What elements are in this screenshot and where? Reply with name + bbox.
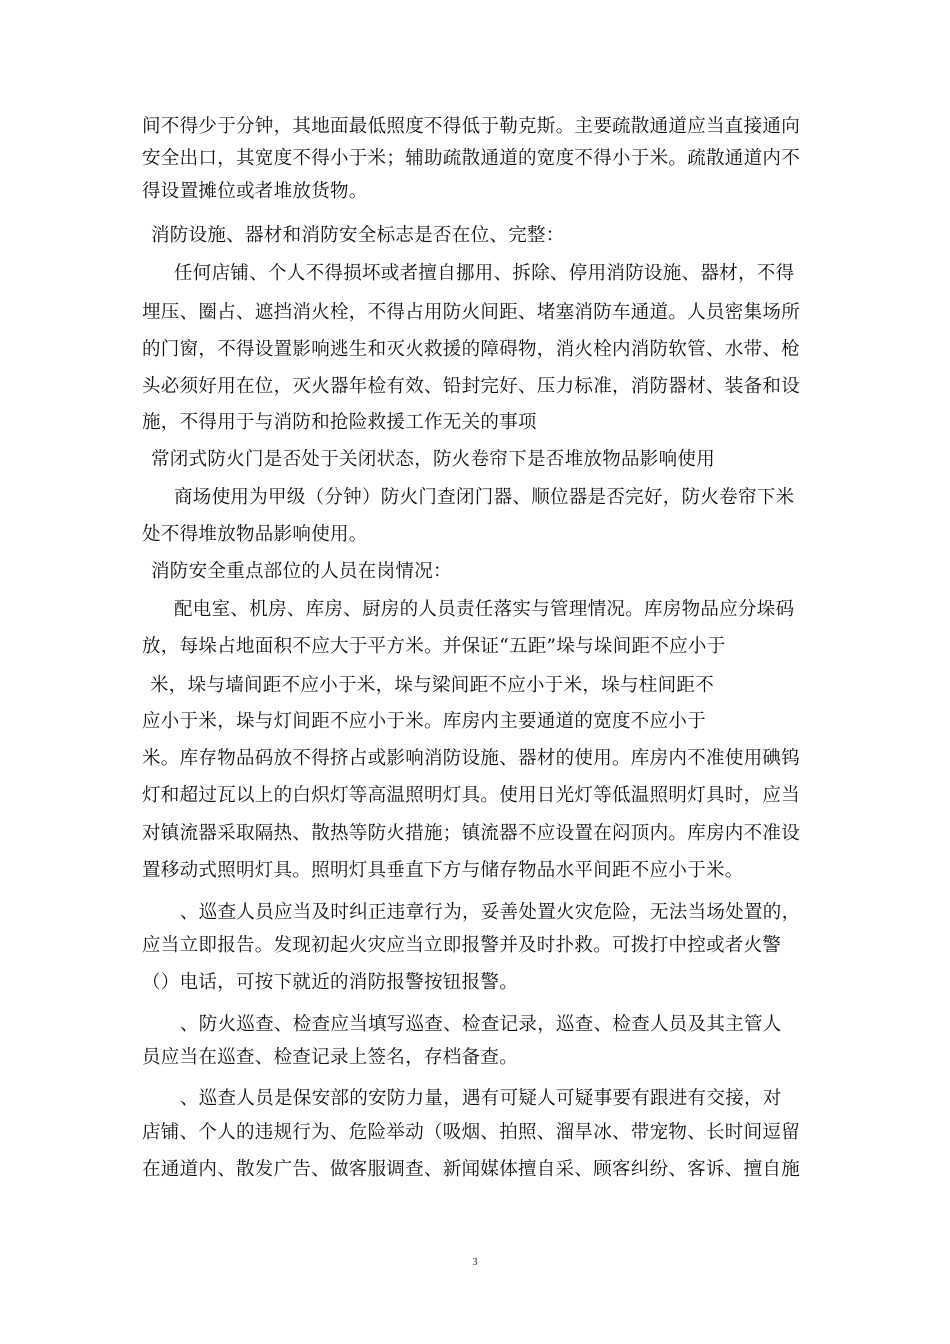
text-line: 放，每垛占地面积不应大于平方米。并保证“五距”垛与垛间距不应小于 (142, 636, 726, 657)
text-line: 店铺、个人的违规行为、危险举动（吸烟、拍照、溜旱冰、带宠物、长时间逗留 (142, 1122, 801, 1143)
text-line: 配电室、机房、库房、厨房的人员责任落实与管理情况。库房物品应分垛码 (174, 599, 795, 620)
text-line: 埋压、圈占、遮挡消火栓，不得占用防火间距、堵塞消防车通道。人员密集场所 (142, 302, 801, 323)
text-line: 米，垛与墙间距不应小于米，垛与梁间距不应小于米，垛与柱间距不 (150, 675, 715, 696)
text-line: 在通道内、散发广告、做客服调查、新闻媒体擅自采、顾客纠纷、客诉、擅自施 (142, 1159, 801, 1180)
text-line: 、巡查人员应当及时纠正违章行为，妥善处置火灾危险，无法当场处置的， (180, 902, 801, 923)
text-line: 、巡查人员是保安部的安防力量，遇有可疑人可疑事要有跟进有交接，对 (180, 1088, 782, 1109)
text-line: 应小于米，垛与灯间距不应小于米。库房内主要通道的宽度不应小于 (142, 711, 707, 732)
text-line: 灯和超过瓦以上的白炽灯等高温照明灯具。使用日光灯等低温照明灯具时，应当 (142, 785, 801, 806)
text-line: （）电话，可按下就近的消防报警按钮报警。 (142, 972, 519, 993)
text-line: 的门窗，不得设置影响逃生和灭火救援的障碍物，消火栓内消防软管、水带、枪 (142, 339, 801, 360)
text-line: 米。库存物品码放不得挤占或影响消防设施、器材的使用。库房内不准使用碘钨 (142, 748, 801, 769)
text-line: 对镇流器采取隔热、散热等防火措施；镇流器不应设置在闷顶内。库房内不准设 (142, 823, 801, 844)
section-heading: 消防安全重点部位的人员在岗情况： (151, 561, 452, 582)
text-line: 、防火巡查、检查应当填写巡查、检查记录，巡查、检查人员及其主管人 (180, 1014, 782, 1035)
section-heading: 消防设施、器材和消防安全标志是否在位、完整： (151, 225, 565, 246)
text-line: 置移动式照明灯具。照明灯具垂直下方与储存物品水平间距不应小于米。 (142, 860, 744, 881)
text-line: 商场使用为甲级（分钟）防火门查闭门器、顺位器是否完好，防火卷帘下米 (174, 487, 795, 508)
text-line: 应当立即报告。发现初起火灾应当立即报警并及时扑救。可拨打中控或者火警 (142, 935, 782, 956)
text-line: 处不得堆放物品影响使用。 (142, 524, 368, 545)
text-line: 员应当在巡查、检查记录上签名，存档备查。 (142, 1047, 519, 1068)
page-number: 3 (472, 1257, 478, 1268)
text-line: 得设置摊位或者堆放货物。 (142, 181, 368, 202)
text-line: 任何店铺、个人不得损坏或者擅自挪用、拆除、停用消防设施、器材，不得 (174, 263, 795, 284)
text-line: 施，不得用于与消防和抢险救援工作无关的事项 (142, 412, 537, 433)
text-line: 间不得少于分钟，其地面最低照度不得低于勒克斯。主要疏散通道应当直接通向 (142, 116, 801, 137)
text-line: 头必须好用在位，灭火器年检有效、铅封完好、压力标准，消防器材、装备和设 (142, 376, 801, 397)
section-heading: 常闭式防火门是否处于关闭状态，防火卷帘下是否堆放物品影响使用 (151, 449, 716, 470)
text-line: 安全出口，其宽度不得小于米；辅助疏散通道的宽度不得小于米。疏散通道内不 (142, 148, 801, 169)
